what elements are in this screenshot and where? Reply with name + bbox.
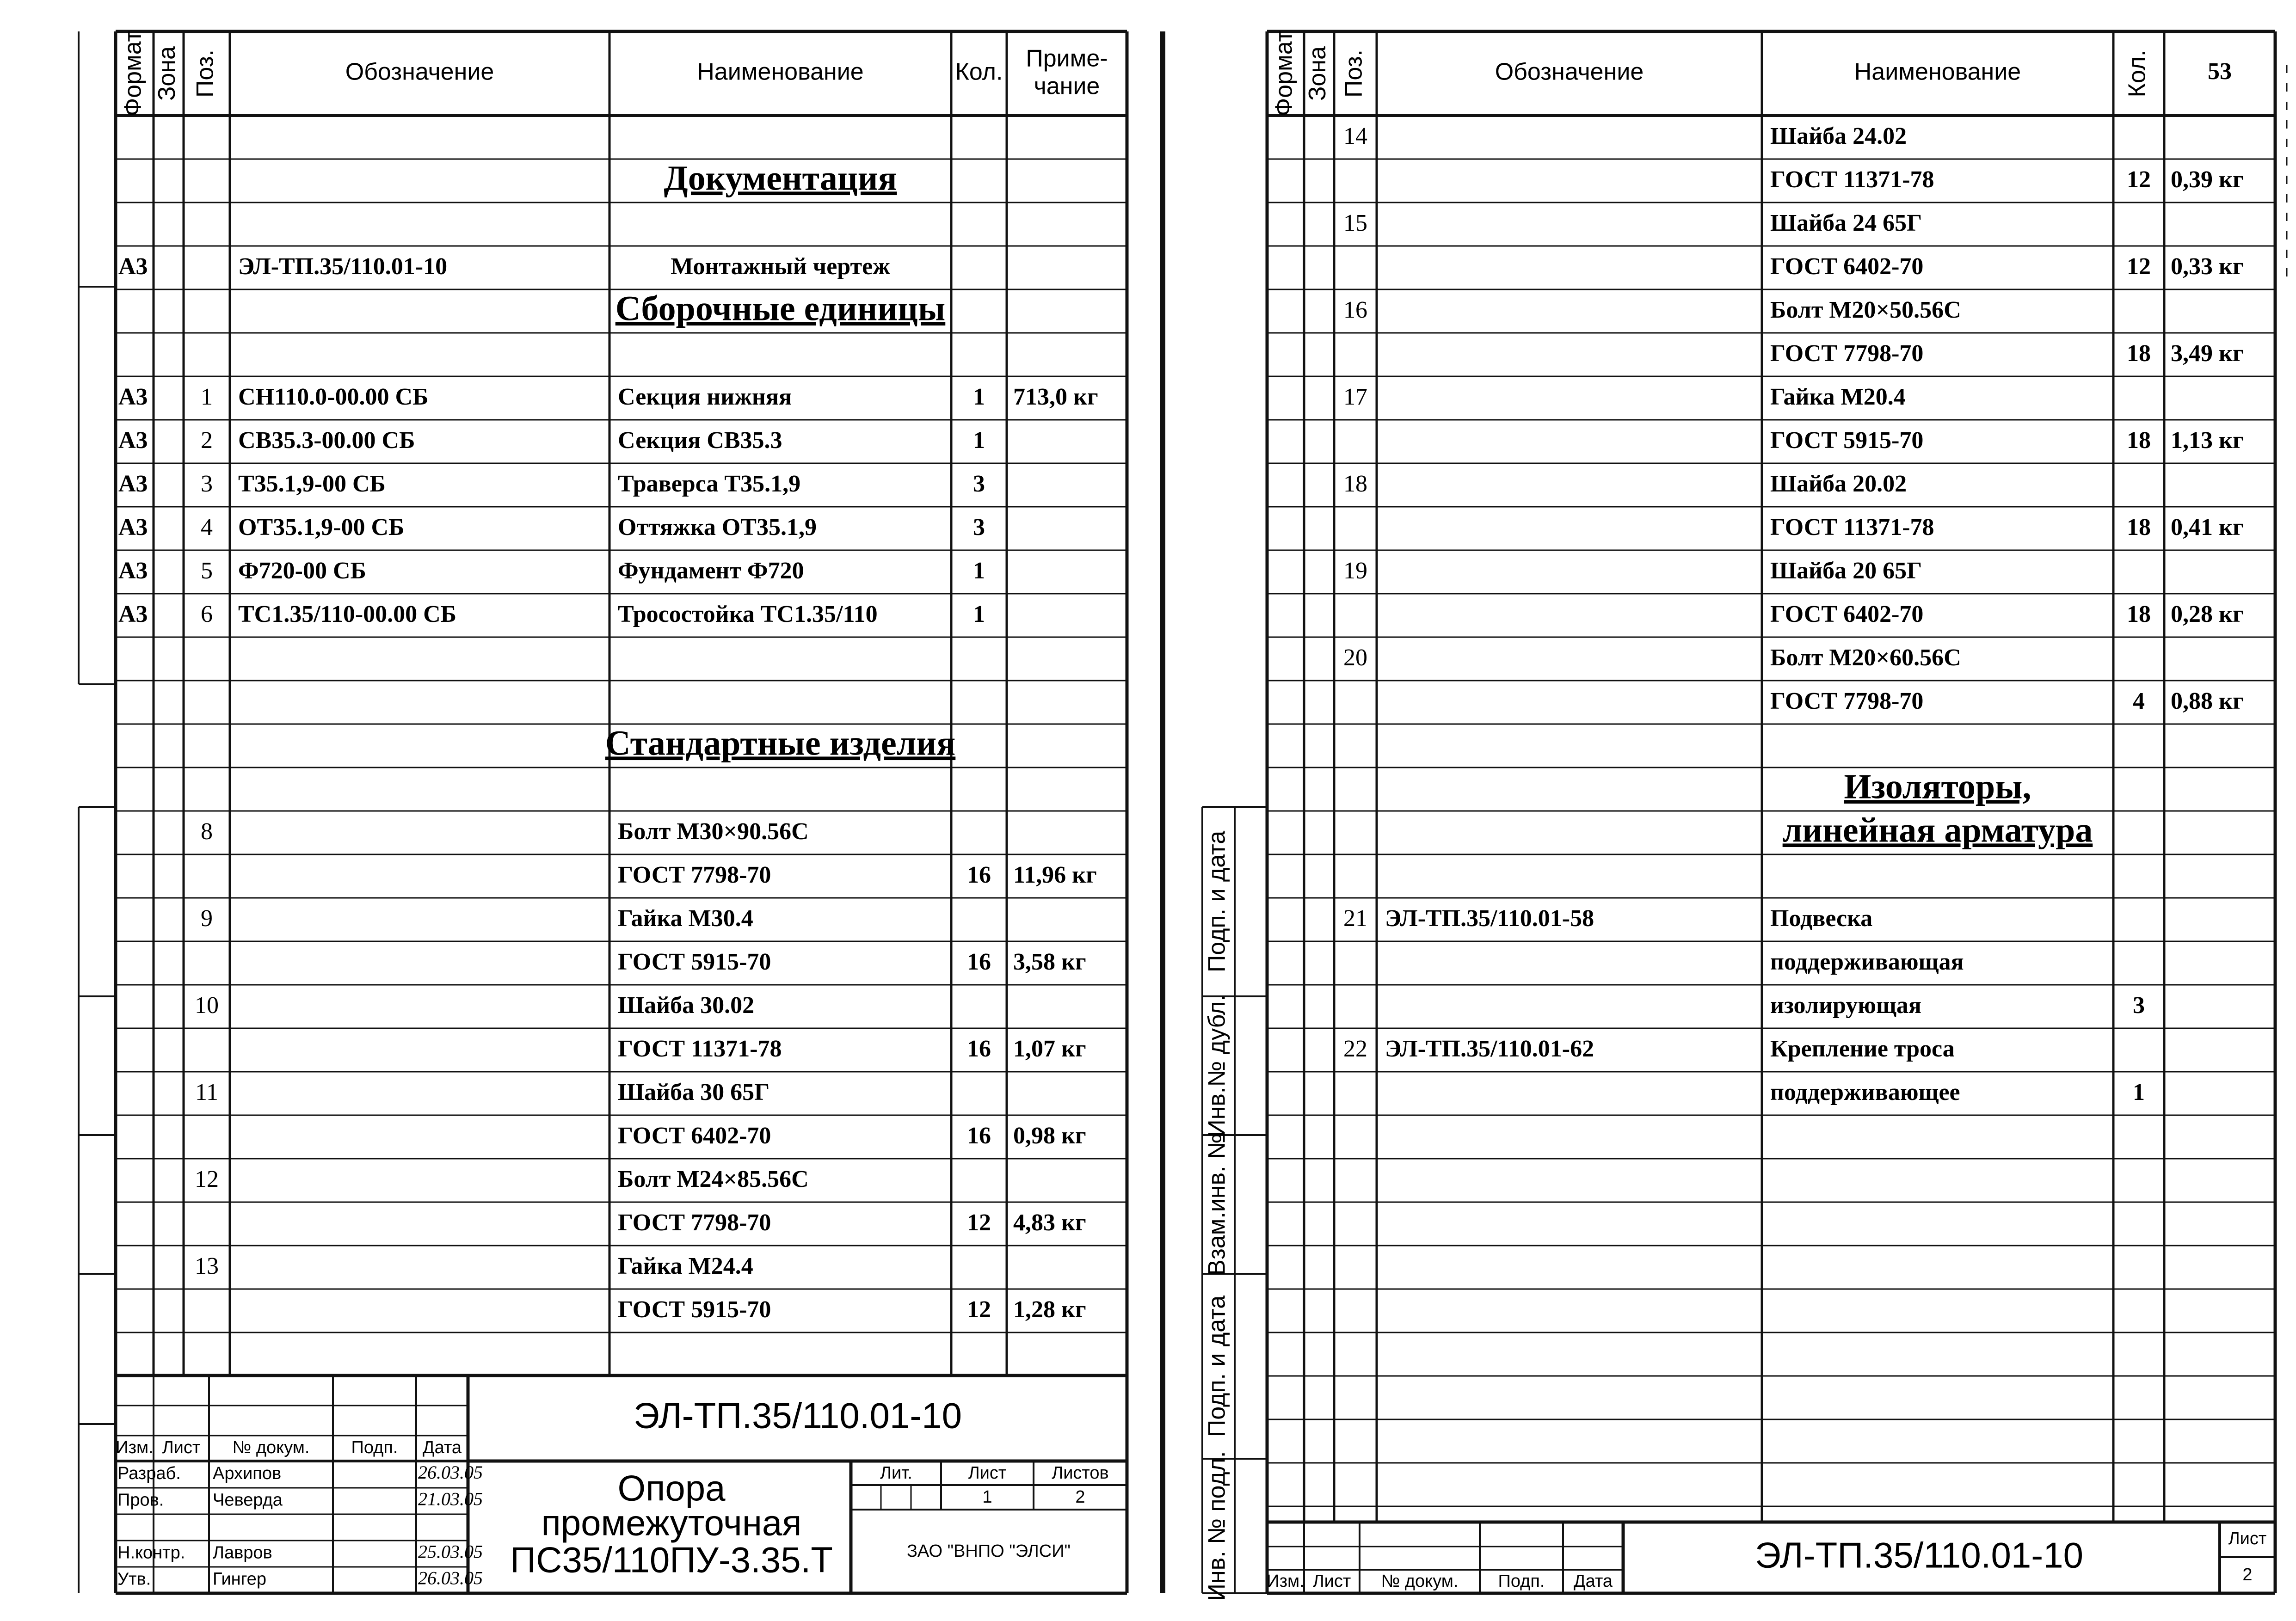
name-cell: Тросостойка ТС1.35/110 xyxy=(618,601,878,627)
header-zone: Зона xyxy=(1304,46,1331,101)
signer-name: Лавров xyxy=(213,1543,272,1563)
name-cell: Шайба 20.02 xyxy=(1770,470,1907,497)
name-cell: Болт М20×60.56С xyxy=(1770,644,1961,671)
position-cell: 12 xyxy=(195,1166,219,1192)
name-cell: ГОСТ 11371-78 xyxy=(1770,166,1934,193)
sign-date: 25.03.05 xyxy=(418,1541,483,1562)
qty-cell: 16 xyxy=(967,861,991,888)
qty-cell: 3 xyxy=(2133,992,2145,1019)
name-cell: ГОСТ 5915-70 xyxy=(618,948,771,975)
rev-header-cell: Дата xyxy=(1573,1572,1613,1591)
designation-cell: СВ35.3-00.00 СБ xyxy=(238,427,415,454)
role-label: Пров. xyxy=(117,1490,164,1510)
qty-cell: 12 xyxy=(967,1209,991,1236)
right-spec-sheet xyxy=(1202,31,2287,1601)
name-cell: Секция СВ35.3 xyxy=(618,427,782,454)
position-cell: 22 xyxy=(1343,1035,1367,1062)
position-cell: 20 xyxy=(1343,644,1367,671)
sheet-number: 53 xyxy=(2208,58,2232,85)
format-cell: А3 xyxy=(118,383,148,410)
note-cell: 1,28 кг xyxy=(1013,1296,1086,1323)
position-cell: 1 xyxy=(201,383,213,410)
name-cell: Крепление троса xyxy=(1770,1035,1955,1062)
side-label: Инв. № подл. xyxy=(1203,1451,1231,1601)
position-cell: 19 xyxy=(1343,557,1367,584)
qty-cell: 18 xyxy=(2127,340,2151,367)
name-cell: Шайба 24.02 xyxy=(1770,123,1907,149)
note-cell: 0,41 кг xyxy=(2171,514,2244,540)
role-label: Н.контр. xyxy=(117,1543,185,1563)
format-cell: А3 xyxy=(118,514,148,540)
position-cell: 5 xyxy=(201,557,213,584)
header-format: Формат xyxy=(1270,31,1298,117)
note-cell: 0,88 кг xyxy=(2171,688,2244,714)
designation-cell: СН110.0-00.00 СБ xyxy=(238,383,429,410)
qty-cell: 1 xyxy=(973,427,985,454)
rev-header-cell: Изм. xyxy=(1267,1572,1305,1591)
rev-header-cell: № докум. xyxy=(232,1438,310,1458)
position-cell: 10 xyxy=(195,992,219,1019)
name-cell: поддерживающее xyxy=(1770,1079,1960,1105)
role-label: Утв. xyxy=(117,1569,151,1589)
designation-cell: ЭЛ-ТП.35/110.01-10 xyxy=(238,253,448,280)
title-line: ПС35/110ПУ-3.35.Т xyxy=(510,1539,833,1580)
format-cell: А3 xyxy=(118,601,148,627)
rev-header-cell: Лист xyxy=(162,1438,201,1458)
rev-header-cell: Подп. xyxy=(351,1438,398,1458)
section-title: Изоляторы, xyxy=(1844,767,2031,806)
name-cell: Траверса Т35.1,9 xyxy=(618,470,801,497)
role-label: Разраб. xyxy=(117,1464,181,1484)
qty-cell: 16 xyxy=(967,1035,991,1062)
note-cell: 4,83 кг xyxy=(1013,1209,1086,1236)
qty-cell: 16 xyxy=(967,1122,991,1149)
name-cell: Секция нижняя xyxy=(618,383,792,410)
position-cell: 6 xyxy=(201,601,213,627)
header-note: Приме- xyxy=(1026,45,1108,72)
header-name: Наименование xyxy=(697,58,864,86)
note-cell: 0,39 кг xyxy=(2171,166,2244,193)
header-qty: Кол. xyxy=(2124,49,2151,98)
name-cell: изолирующая xyxy=(1770,992,1922,1019)
name-cell: Шайба 20 65Г xyxy=(1770,557,1922,584)
sheets-label: Листов xyxy=(1052,1463,1109,1483)
name-cell: Гайка М24.4 xyxy=(618,1253,753,1279)
qty-cell: 16 xyxy=(967,948,991,975)
section-title: Документация xyxy=(664,159,897,198)
organization: ЗАО "ВНПО "ЭЛСИ" xyxy=(906,1541,1071,1561)
sheet-label: Лист xyxy=(2228,1529,2267,1549)
qty-cell: 18 xyxy=(2127,601,2151,627)
name-cell: Шайба 24 65Г xyxy=(1770,209,1922,236)
document-code: ЭЛ-ТП.35/110.01-10 xyxy=(1755,1535,2083,1576)
header-qty: Кол. xyxy=(955,58,1003,86)
side-label: Взам.инв. № xyxy=(1203,1133,1231,1276)
side-label: Подп. и дата xyxy=(1203,1295,1231,1437)
position-cell: 21 xyxy=(1343,905,1367,932)
sign-date: 26.03.05 xyxy=(418,1567,483,1589)
designation-cell: Ф720-00 СБ xyxy=(238,557,366,584)
position-cell: 8 xyxy=(201,818,213,845)
header-zone: Зона xyxy=(154,46,181,101)
name-cell: Шайба 30.02 xyxy=(618,992,755,1019)
note-cell: 0,28 кг xyxy=(2171,601,2244,627)
qty-cell: 4 xyxy=(2133,688,2145,714)
designation-cell: ОТ35.1,9-00 СБ xyxy=(238,514,405,540)
name-cell: Шайба 30 65Г xyxy=(618,1079,770,1105)
name-cell: ГОСТ 7798-70 xyxy=(1770,340,1924,367)
name-cell: Фундамент Ф720 xyxy=(618,557,804,584)
sheet-value: 2 xyxy=(2242,1565,2253,1585)
rev-header-cell: № докум. xyxy=(1381,1572,1459,1591)
qty-cell: 12 xyxy=(2127,166,2151,193)
qty-cell: 12 xyxy=(2127,253,2151,280)
name-cell: ГОСТ 7798-70 xyxy=(618,1209,771,1236)
left-spec-sheet xyxy=(79,31,1163,1593)
designation-cell: ЭЛ-ТП.35/110.01-62 xyxy=(1385,1035,1594,1062)
position-cell: 2 xyxy=(201,427,213,454)
name-cell: Болт М30×90.56С xyxy=(618,818,809,845)
position-cell: 15 xyxy=(1343,209,1367,236)
name-cell: ГОСТ 7798-70 xyxy=(1770,688,1924,714)
note-cell: 1,13 кг xyxy=(2171,427,2244,454)
header-pos: Поз. xyxy=(191,49,219,98)
position-cell: 9 xyxy=(201,905,213,932)
position-cell: 11 xyxy=(195,1079,219,1105)
sign-date: 26.03.05 xyxy=(418,1462,483,1483)
name-cell: ГОСТ 5915-70 xyxy=(1770,427,1924,454)
qty-cell: 3 xyxy=(973,470,985,497)
name-cell: Гайка М20.4 xyxy=(1770,383,1906,410)
designation-cell: ТС1.35/110-00.00 СБ xyxy=(238,601,457,627)
name-cell: Подвеска xyxy=(1770,905,1873,932)
sheet-label: Лист xyxy=(968,1463,1007,1483)
name-cell: Гайка М30.4 xyxy=(618,905,753,932)
section-title: линейная арматура xyxy=(1782,810,2093,850)
header-designation: Обозначение xyxy=(1495,58,1644,86)
qty-cell: 1 xyxy=(973,601,985,627)
designation-cell: Т35.1,9-00 СБ xyxy=(238,470,386,497)
format-cell: А3 xyxy=(118,253,148,280)
qty-cell: 18 xyxy=(2127,427,2151,454)
qty-cell: 18 xyxy=(2127,514,2151,540)
name-cell: поддерживающая xyxy=(1770,948,1964,975)
note-cell: 3,49 кг xyxy=(2171,340,2244,367)
position-cell: 14 xyxy=(1343,123,1367,149)
rev-header-cell: Дата xyxy=(422,1438,462,1458)
name-cell: Монтажный чертеж xyxy=(671,253,890,280)
sign-date: 21.03.05 xyxy=(418,1488,483,1510)
note-cell: 3,58 кг xyxy=(1013,948,1086,975)
signer-name: Архипов xyxy=(213,1464,282,1484)
format-cell: А3 xyxy=(118,557,148,584)
name-cell: ГОСТ 6402-70 xyxy=(1770,601,1924,627)
position-cell: 13 xyxy=(195,1253,219,1279)
qty-cell: 1 xyxy=(2133,1079,2145,1105)
header-name: Наименование xyxy=(1854,58,2021,86)
side-label: Подп. и дата xyxy=(1203,830,1231,973)
header-format: Формат xyxy=(119,31,147,117)
name-cell: ГОСТ 5915-70 xyxy=(618,1296,771,1323)
name-cell: ГОСТ 6402-70 xyxy=(618,1122,771,1149)
qty-cell: 1 xyxy=(973,383,985,410)
position-cell: 4 xyxy=(201,514,213,540)
name-cell: ГОСТ 11371-78 xyxy=(618,1035,782,1062)
name-cell: Оттяжка ОТ35.1,9 xyxy=(618,514,817,540)
note-cell: 11,96 кг xyxy=(1013,861,1097,888)
position-cell: 18 xyxy=(1343,470,1367,497)
section-title: Стандартные изделия xyxy=(605,724,956,763)
name-cell: ГОСТ 7798-70 xyxy=(618,861,771,888)
section-title: Сборочные единицы xyxy=(615,289,946,328)
rev-header-cell: Лист xyxy=(1312,1572,1351,1591)
rev-header-cell: Подп. xyxy=(1498,1572,1545,1591)
document-code: ЭЛ-ТП.35/110.01-10 xyxy=(634,1395,962,1436)
qty-cell: 3 xyxy=(973,514,985,540)
title-line: промежуточная xyxy=(541,1502,802,1543)
name-cell: Болт М24×85.56С xyxy=(618,1166,809,1192)
designation-cell: ЭЛ-ТП.35/110.01-58 xyxy=(1385,905,1594,932)
sheets-value: 2 xyxy=(1075,1487,1085,1507)
signer-name: Чеверда xyxy=(213,1490,283,1510)
qty-cell: 1 xyxy=(973,557,985,584)
position-cell: 17 xyxy=(1343,383,1367,410)
name-cell: ГОСТ 11371-78 xyxy=(1770,514,1934,540)
side-label: Инв.№ дубл. xyxy=(1203,995,1231,1137)
name-cell: Болт М20×50.56С xyxy=(1770,296,1961,323)
note-cell: 713,0 кг xyxy=(1013,383,1098,410)
position-cell: 16 xyxy=(1343,296,1367,323)
header-pos: Поз. xyxy=(1340,49,1367,98)
name-cell: ГОСТ 6402-70 xyxy=(1770,253,1924,280)
position-cell: 3 xyxy=(201,470,213,497)
format-cell: А3 xyxy=(118,427,148,454)
format-cell: А3 xyxy=(118,470,148,497)
lit-label: Лит. xyxy=(880,1463,912,1483)
title-line: Опора xyxy=(617,1467,726,1509)
sheet-value: 1 xyxy=(982,1487,992,1507)
note-cell: 1,07 кг xyxy=(1013,1035,1086,1062)
signer-name: Гингер xyxy=(213,1569,266,1589)
note-cell: 0,98 кг xyxy=(1013,1122,1086,1149)
header-designation: Обозначение xyxy=(345,58,494,86)
qty-cell: 12 xyxy=(967,1296,991,1323)
note-cell: 0,33 кг xyxy=(2171,253,2244,280)
header-note: чание xyxy=(1034,73,1100,100)
rev-header-cell: Изм. xyxy=(116,1438,154,1458)
